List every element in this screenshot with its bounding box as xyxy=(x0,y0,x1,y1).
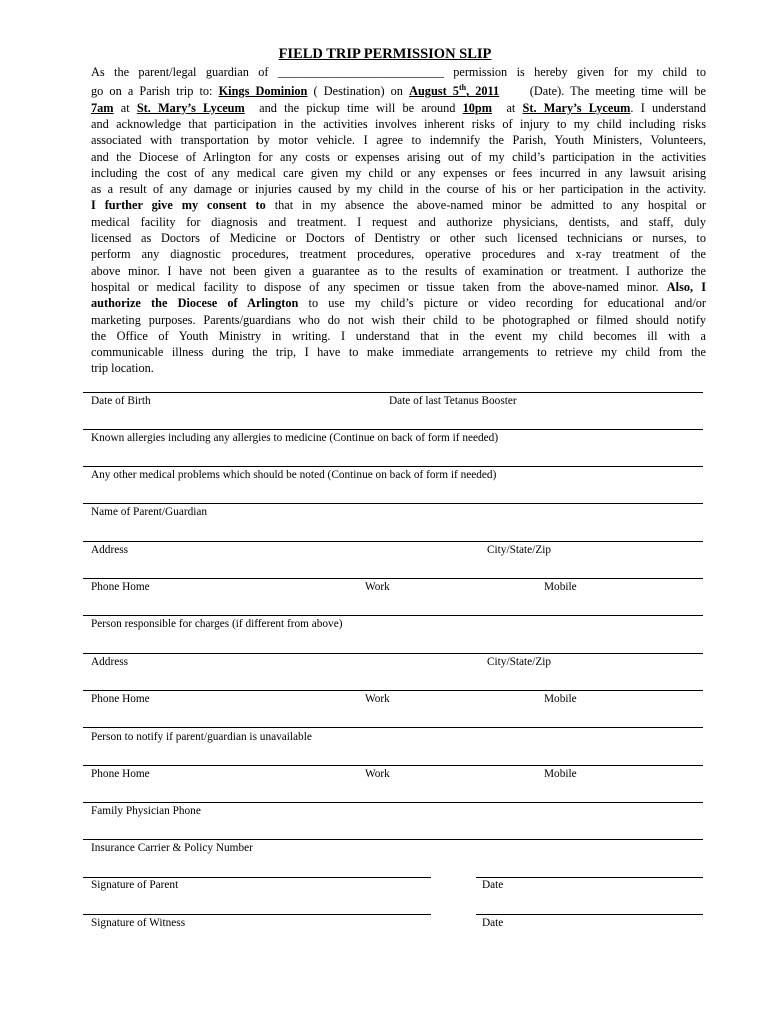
paragraph-line-10: medical facility for diagnosis and treatment. I request and authorize physicians, dentists, and staff, duly xyxy=(91,214,706,229)
field-line[interactable] xyxy=(83,503,703,504)
dob-label: Date of Birth xyxy=(91,395,151,407)
city-state-zip-label: City/State/Zip xyxy=(487,544,552,556)
date-line[interactable] xyxy=(476,914,703,915)
text-segment: to use my child’s picture or video recording for educational and/or xyxy=(298,296,706,311)
consent-paragraph xyxy=(91,64,706,377)
address-label: Address xyxy=(91,656,129,668)
media-consent-heading: authorize the Diocese of Arlington xyxy=(91,296,299,311)
date-label: Date xyxy=(482,879,504,891)
signature-line[interactable] xyxy=(83,914,431,915)
parent-signature-label: Signature of Parent xyxy=(91,879,179,891)
text-segment: go on a Parish trip to: xyxy=(91,84,219,99)
field-line[interactable] xyxy=(83,690,703,691)
field-line[interactable] xyxy=(83,765,703,766)
text-segment: August 5 xyxy=(409,84,459,99)
physician-phone-label: Family Physician Phone xyxy=(91,805,201,817)
date-line[interactable] xyxy=(476,877,703,878)
field-line[interactable] xyxy=(83,466,703,467)
meeting-time-value: 7am xyxy=(91,100,114,115)
phone-home-label: Phone Home xyxy=(91,768,150,780)
signature-line[interactable] xyxy=(83,877,431,878)
text-segment: at xyxy=(113,100,137,115)
paragraph-line-6: and the Diocese of Arlington for any costs or expenses arising out of my child’s participation in the activities xyxy=(91,149,706,164)
paragraph-line-7: including the cost of any medical care given my child or any expenses or fees incurred in any lawsuit arising xyxy=(91,165,706,180)
field-line[interactable] xyxy=(83,839,703,840)
paragraph-line-5: associated with transportation by motor vehicle. I agree to indemnify the Parish, Youth Ministers, Volunteers, xyxy=(91,133,706,148)
paragraph-line-9 xyxy=(91,197,706,213)
meeting-place-value: St. Mary’s Lyceum xyxy=(136,100,245,115)
field-line[interactable] xyxy=(83,727,703,728)
work-phone-label: Work xyxy=(365,768,390,780)
paragraph-line-13: above minor. I have not been given a guarantee as to the results of examination or treatment. I authorize the xyxy=(91,263,706,278)
paragraph-line-3 xyxy=(91,100,706,116)
allergies-label: Known allergies including any allergies to medicine (Continue on back of form if needed) xyxy=(91,432,499,444)
field-line[interactable] xyxy=(83,615,703,616)
text-segment: that in my absence the above-named minor be admitted to any hospital or xyxy=(265,198,706,213)
field-line[interactable] xyxy=(83,429,703,430)
text-segment: . I understand xyxy=(630,100,706,115)
consent-heading: I further give my consent to xyxy=(91,198,266,213)
witness-signature-label: Signature of Witness xyxy=(91,917,186,929)
paragraph-line-1: As the parent/legal guardian of ___________________________ permission is hereby given for my child to xyxy=(91,65,706,79)
field-line[interactable] xyxy=(83,541,703,542)
paragraph-line-14 xyxy=(91,279,706,295)
paragraph-line-17: the Office of Youth Ministry in writing. I understand that in the event my child becomes ill with a xyxy=(91,328,706,343)
text-segment: at xyxy=(492,100,523,115)
paragraph-line-19: trip location. xyxy=(91,361,154,376)
responsible-person-label: Person responsible for charges (if different from above) xyxy=(91,618,343,630)
trip-date-value xyxy=(409,84,499,98)
text-segment: (Date). The meeting time will be xyxy=(499,84,706,99)
paragraph-line-4: and acknowledge that participation in the activities involves inherent risks of injury to my child including risks xyxy=(91,116,706,131)
text-segment: , 2011 xyxy=(466,84,500,99)
field-line[interactable] xyxy=(83,392,703,393)
tetanus-label: Date of last Tetanus Booster xyxy=(389,395,517,407)
paragraph-line-18: communicable illness during the trip, I have to make immediate arrangements to retrieve my child from the xyxy=(91,345,706,360)
text-segment: and the pickup time will be around xyxy=(244,100,463,115)
text-segment: hospital or medical facility to dispose of any specimen or tissue taken from the above-named minor. xyxy=(91,279,667,294)
medical-problems-label: Any other medical problems which should be noted (Continue on back of form if needed) xyxy=(91,469,497,481)
destination-value: Kings Dominion xyxy=(218,84,308,99)
address-label: Address xyxy=(91,544,129,556)
paragraph-line-15 xyxy=(91,295,706,311)
phone-home-label: Phone Home xyxy=(91,693,150,705)
text-segment: ( Destination) on xyxy=(307,84,410,99)
city-state-zip-label: City/State/Zip xyxy=(487,656,552,668)
mobile-phone-label: Mobile xyxy=(544,768,577,780)
pickup-time-value: 10pm xyxy=(462,100,493,115)
mobile-phone-label: Mobile xyxy=(544,581,577,593)
work-phone-label: Work xyxy=(365,581,390,593)
pickup-place-value: St. Mary’s Lyceum xyxy=(522,100,631,115)
insurance-label: Insurance Carrier & Policy Number xyxy=(91,842,253,854)
date-label: Date xyxy=(482,917,504,929)
paragraph-line-16: marketing purposes. Parents/guardians who do not wish their child to be photographed or filmed should notify xyxy=(91,312,706,327)
paragraph-line-12: perform any diagnostic procedures, treatment procedures, operative procedures and x-ray treatment of the xyxy=(91,247,706,262)
paragraph-line-11: licensed as Doctors of Medicine or Doctors of Dentistry or other such licensed technicians or nurses, to xyxy=(91,231,706,246)
phone-home-label: Phone Home xyxy=(91,581,150,593)
mobile-phone-label: Mobile xyxy=(544,693,577,705)
text-segment: Also, I xyxy=(666,279,706,294)
field-line[interactable] xyxy=(83,802,703,803)
work-phone-label: Work xyxy=(365,693,390,705)
text-segment: th xyxy=(458,83,467,93)
field-line[interactable] xyxy=(83,653,703,654)
parent-name-label: Name of Parent/Guardian xyxy=(91,506,208,518)
form-title: FIELD TRIP PERMISSION SLIP xyxy=(278,46,492,62)
notify-person-label: Person to notify if parent/guardian is unavailable xyxy=(91,731,312,743)
field-line[interactable] xyxy=(83,578,703,579)
paragraph-line-8: as a result of any damage or injuries caused by my child in the course of his or her participation in the activity. xyxy=(91,182,706,197)
paragraph-line-2 xyxy=(91,80,706,99)
